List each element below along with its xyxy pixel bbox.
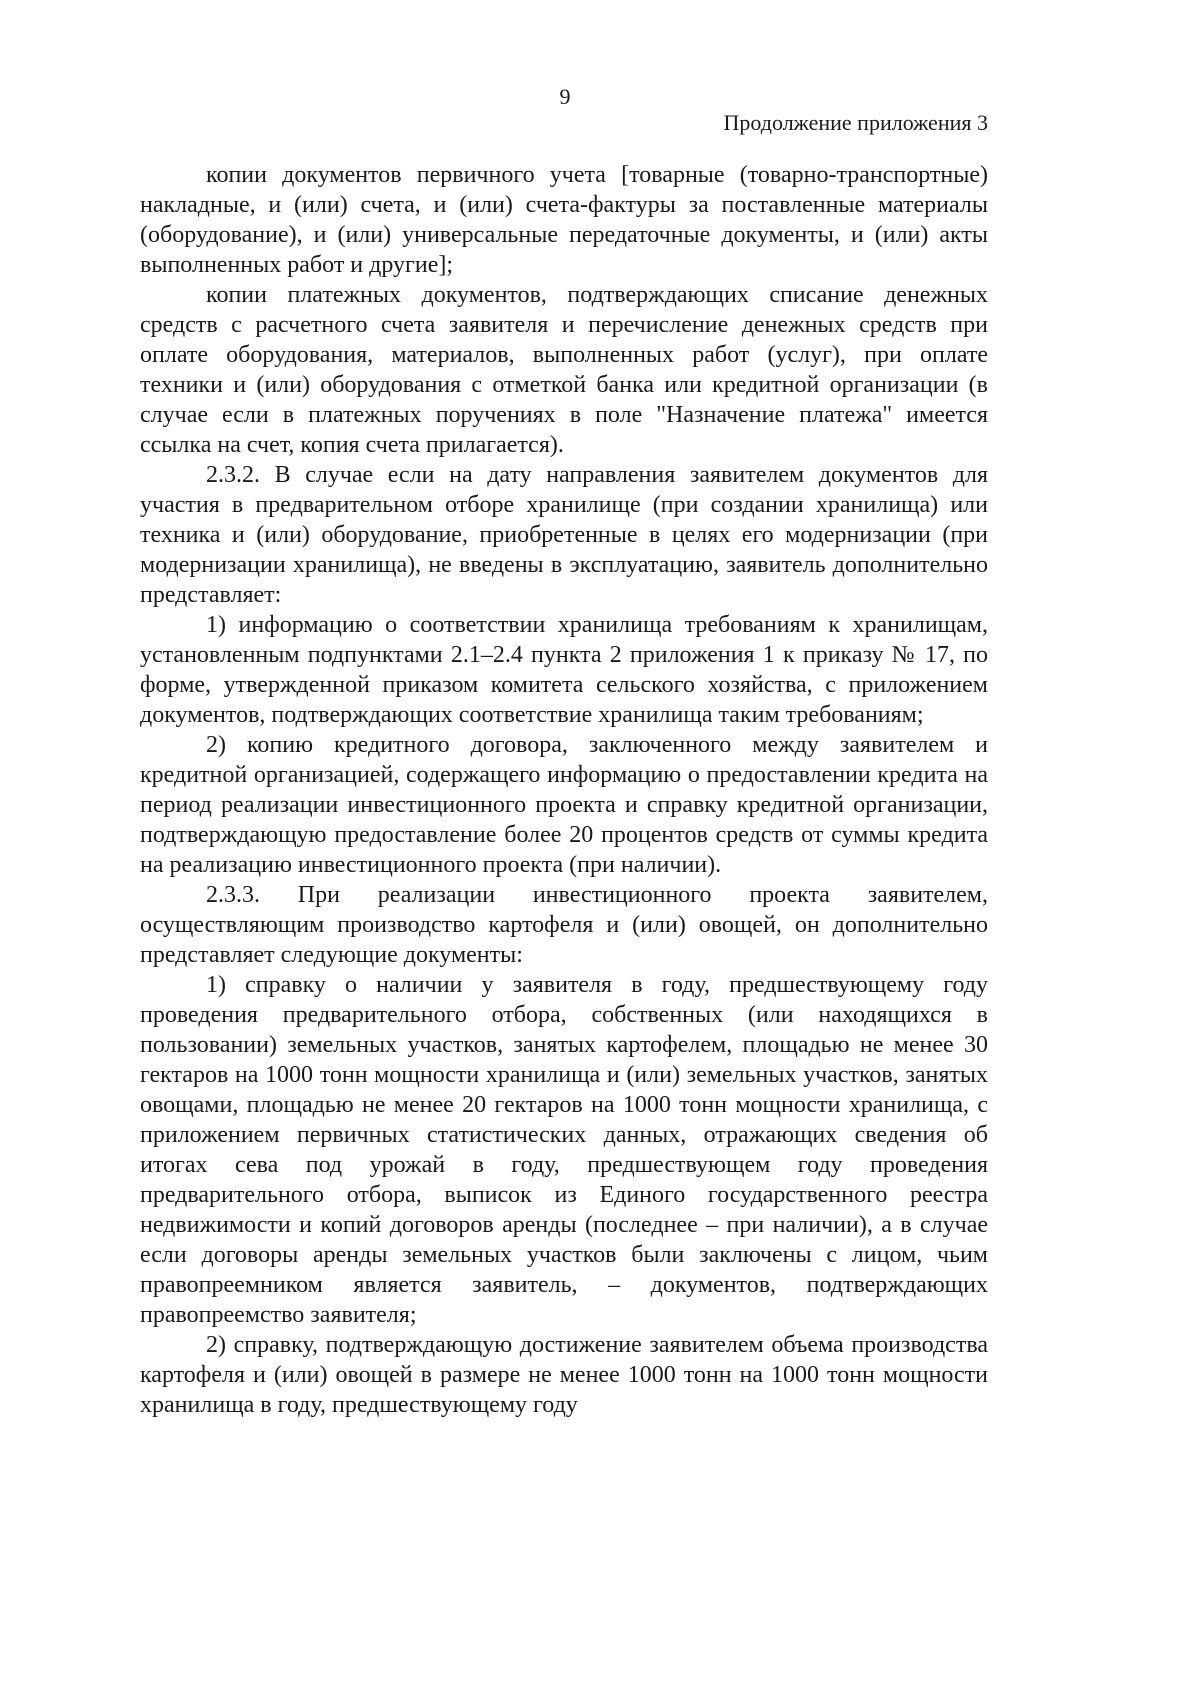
appendix-continuation-note: Продолжение приложения 3	[723, 110, 988, 135]
paragraph-payment-docs: копии платежных документов, подтверждающих списание денежных средств с расчетного счета заявителя и перечисление денежных средств при оплате оборудования, материалов, выполненных работ (услуг), при оплате техники и (или) оборудования с отметкой банка или кредитной организации (в случае если в платежных поручениях в поле "Назначение платежа" имеется ссылка на счет, копия счета прилагается).	[140, 282, 988, 458]
paragraph-clause-2-3-2: 2.3.2. В случае если на дату направления заявителем документов для участия в предварительном отборе хранилище (при создании хранилища) или техника и (или) оборудование, приобретенные в целях его модернизации (при модернизации хранилища), не введены в эксплуатацию, заявитель дополнительно представляет:	[140, 462, 988, 608]
paragraph-clause-2-3-2-item-2: 2) копию кредитного договора, заключенного между заявителем и кредитной организацией, содержащего информацию о предоставлении кредита на период реализации инвестиционного проекта и справку кредитной организации, подтверждающую предоставление более 20 процентов средств от суммы кредита на реализацию инвестиционного проекта (при наличии).	[140, 732, 988, 878]
paragraph-clause-2-3-3: 2.3.3. При реализации инвестиционного проекта заявителем, осуществляющим производство картофеля и (или) овощей, он дополнительно представляет следующие документы:	[140, 882, 988, 968]
paragraph-clause-2-3-3-item-1: 1) справку о наличии у заявителя в году, предшествующему году проведения предварительного отбора, собственных (или находящихся в пользовании) земельных участков, занятых картофелем, площадью не менее 30 гектаров на 1000 тонн мощности хранилища и (или) земельных участков, занятых овощами, площадью не менее 20 гектаров на 1000 тонн мощности хранилища, с приложением первичных статистических данных, отражающих сведения об итогах сева под урожай в году, предшествующем году проведения предварительного отбора, выписок из Единого государственного реестра недвижимости и копий договоров аренды (последнее – при наличии), а в случае если договоры аренды земельных участков были заключены с лицом, чьим правопреемником является заявитель, – документов, подтверждающих правопреемство заявителя;	[140, 972, 988, 1328]
paragraph-primary-accounting-docs: копии документов первичного учета [товарные (товарно-транспортные) накладные, и (или) счета, и (или) счета-фактуры за поставленные материалы (оборудование), и (или) универсальные передаточные документы, и (или) акты выполненных работ и другие];	[140, 162, 988, 278]
paragraph-clause-2-3-2-item-1: 1) информацию о соответствии хранилища требованиям к хранилищам, установленным подпунктами 2.1–2.4 пункта 2 приложения 1 к приказу № 17, по форме, утвержденной приказом комитета сельского хозяйства, с приложением документов, подтверждающих соответствие хранилища таким требованиям;	[140, 612, 988, 728]
page-number: 9	[559, 84, 571, 109]
paragraph-clause-2-3-3-item-2: 2) справку, подтверждающую достижение заявителем объема производства картофеля и (или) овощей в размере не менее 1000 тонн на 1000 тонн мощности хранилища в году, предшествующему году	[140, 1332, 988, 1418]
document-body	[140, 160, 988, 1420]
